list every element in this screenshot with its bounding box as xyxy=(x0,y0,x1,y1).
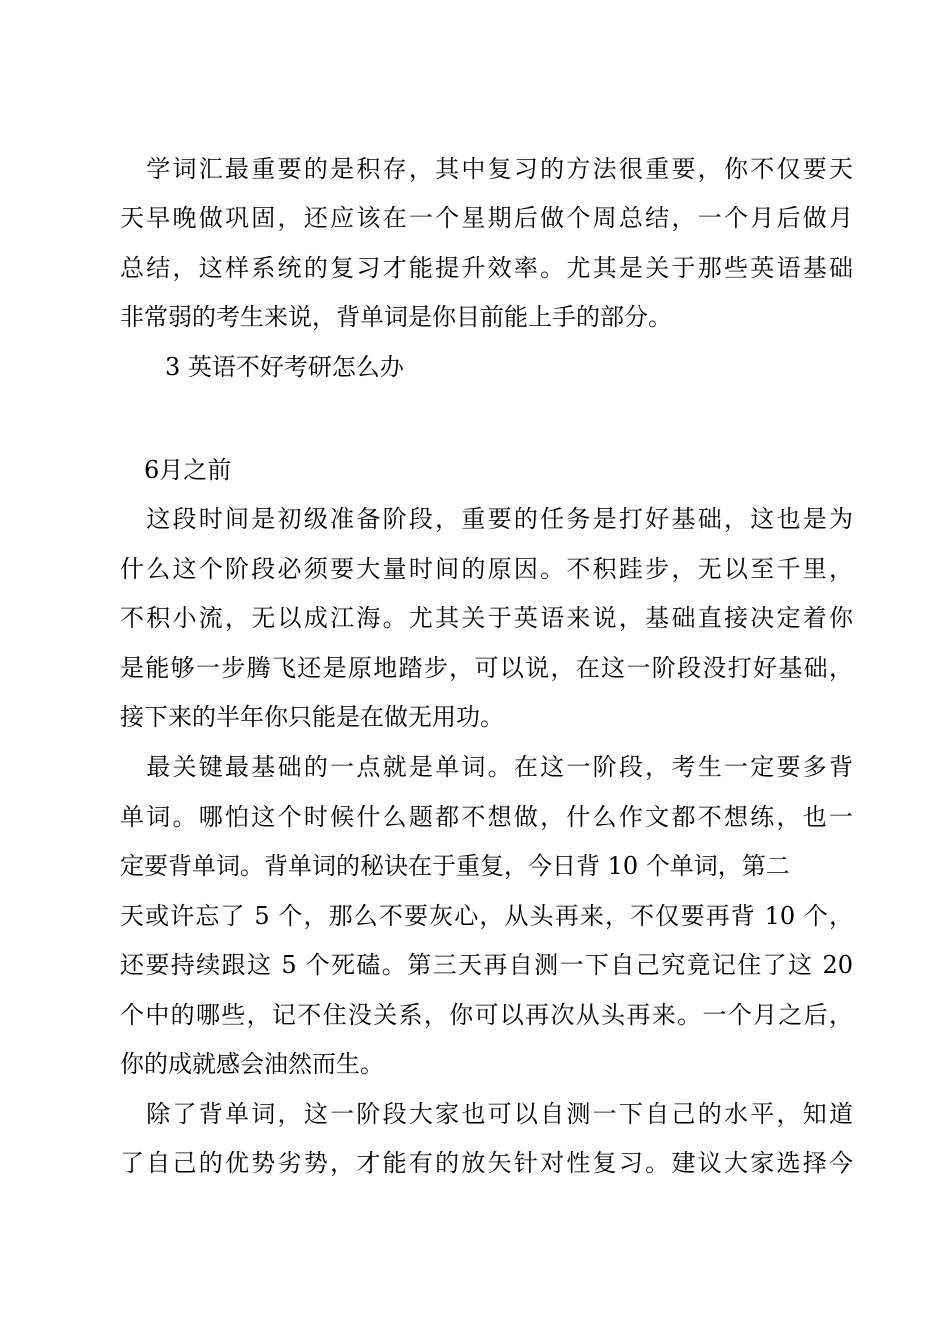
paragraph-1-line-4: 非常弱的考生来说，背单词是你目前能上手的部分。 xyxy=(120,303,672,331)
paragraph-3-line-7: 你的成就感会油然而生。 xyxy=(120,1050,384,1078)
paragraph-1-line-2: 天早晚做巩固，还应该在一个星期后做个周总结，一个月后做月 xyxy=(120,204,853,232)
paragraph-1-line-1: 学词汇最重要的是积存，其中复习的方法很重要，你不仅要天 xyxy=(120,155,853,183)
paragraph-2-line-4: 是能够一步腾飞还是原地踏步，可以说，在这一阶段没打好基础， xyxy=(120,654,853,682)
paragraph-3-line-5: 还要持续跟这 5 个死磕。第三天再自测一下自己究竟记住了这 20 xyxy=(120,951,853,979)
paragraph-2-line-1: 这段时间是初级准备阶段，重要的任务是打好基础，这也是为 xyxy=(120,505,853,533)
paragraph-4-line-2: 了自己的优势劣势，才能有的放矢针对性复习。建议大家选择今 xyxy=(120,1149,853,1177)
paragraph-4-line-1: 除了背单词，这一阶段大家也可以自测一下自己的水平，知道 xyxy=(120,1100,853,1128)
paragraph-2-line-3: 不积小流，无以成江海。尤其关于英语来说，基础直接决定着你 xyxy=(120,604,853,632)
section-heading: 3 英语不好考研怎么办 xyxy=(165,353,404,381)
paragraph-2-line-2: 什么这个阶段必须要大量时间的原因。不积跬步，无以至千里， xyxy=(120,555,853,583)
paragraph-3-line-2: 单词。哪怕这个时候什么题都不想做，什么作文都不想练，也一 xyxy=(120,803,853,831)
section-subheading: 6月之前 xyxy=(144,456,232,484)
paragraph-1-line-3: 总结，这样系统的复习才能提升效率。尤其是关于那些英语基础 xyxy=(120,254,853,282)
paragraph-3-line-4: 天或许忘了 5 个，那么不要灰心，从头再来，不仅要再背 10 个， xyxy=(120,902,853,930)
paragraph-3-line-1: 最关键最基础的一点就是单词。在这一阶段，考生一定要多背 xyxy=(120,753,853,781)
paragraph-2-line-5: 接下来的半年你只能是在做无用功。 xyxy=(120,703,504,731)
paragraph-3-line-3: 定要背单词。背单词的秘诀在于重复，今日背 10 个单词，第二 xyxy=(120,852,790,880)
paragraph-3-line-6: 个中的哪些，记不住没关系，你可以再次从头再来。一个月之后， xyxy=(120,1001,853,1029)
